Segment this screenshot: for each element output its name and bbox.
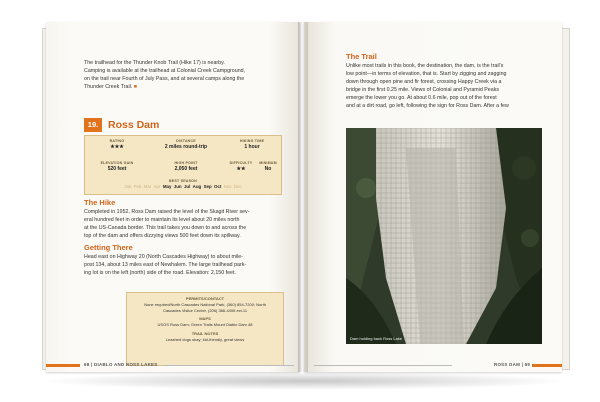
permits-box: PERMITS/CONTACT None required/North Cascades National Park, (360) 854-7200; North Cascades Visitor Center, (206) 386-4495 ext.11 MAPS USGS Ross Dam; Green Trails Mount Diablo Dam 48 TRAIL NOTES Leashed dogs okay; kid-friendly, great views [126,292,284,366]
stat-extra: MINIMUM No [259,161,277,172]
trail-title-bar [84,118,280,132]
stat-elevation-gain: ELEVATION GAIN 520 feet [100,161,134,172]
stat-hiking-time: HIKING TIME 1 hour [239,139,265,150]
season-month: Mar [143,184,152,189]
trail-line-1: Unlike most trails in this book, the destination, the dam, is the trail's [346,63,504,69]
trail-line-6: and at a dirt road, go left, following the sign for Ross Dam. After a few [346,103,509,109]
left-page [46,22,300,372]
trail-name: Ross Dam [108,119,160,131]
season-month: Jan [124,184,132,189]
hike-heading: The Hike [84,198,116,207]
best-season-label: BEST SEASON [169,179,197,183]
footer-accent-right [532,364,562,367]
season-month: Feb [133,184,142,189]
getting-there-heading: Getting There [84,243,133,252]
hike-line-1: Completed in 1952, Ross Dam raised the level of the Skagit River sev- [84,209,250,215]
season-month: Nov [223,184,232,189]
hike-line-4: top of the dam and offers dizzying views 500 feet down its spillway. [84,233,241,239]
right-page [304,22,562,372]
footer-accent-left [46,364,80,367]
season-month: Jun [173,184,182,189]
footer-rule-left [164,365,294,366]
season-month: Aug [192,184,202,189]
intro-line-4: Thunder Creek Trail. ■ [84,84,137,90]
trail-number: 19. [84,118,102,132]
dam-photo-image [346,128,542,344]
rating-stars-icon: ★★★ [110,144,124,150]
best-season-months [85,184,281,190]
season-month: May [162,184,172,189]
difficulty-stars-icon: ★★ [236,166,246,172]
open-book [40,8,570,376]
getting-there-line-2: post 134, about 13 miles east of Newhalem. The large trailhead park- [84,262,247,268]
trail-line-2: low point—in terms of elevation, that is. Start by zigging and zagging [346,71,507,77]
season-month: Jul [183,184,191,189]
book-gutter [298,22,308,372]
season-month: Oct [214,184,222,189]
trail-line-4: bridge in the first 0.25 mile. Views of Colonial and Pyramid Peaks [346,87,499,93]
intro-line-1: The trailhead for the Thunder Knob Trail (Hike 17) is nearby. [84,60,225,66]
hike-line-2: eral hundred feet in order to maintain its level about 20 miles north [84,217,240,223]
stat-rating: RATING ★★★ [87,139,147,151]
hike-line-3: at the US-Canada border. This trail takes you down to and across the [84,225,247,231]
stat-high-point: HIGH POINT 2,050 feet [174,161,198,172]
season-month: Apr [153,184,161,189]
getting-there-line-3: ing lot is on the left (north) side of the road. Elevation: 2,150 feet. [84,270,236,276]
stat-difficulty: DIFFICULTY ★★ [225,161,257,173]
photo-caption: Dam holding back Ross Lake [350,336,403,341]
season-month: Sep [203,184,212,189]
intro-line-3: on the trail near Fourth of July Pass, and at several camps along the [84,76,245,82]
ross-dam-photo [346,128,542,344]
stats-box [84,135,282,195]
trail-line-3: down through open pine and fir forest, crossing Happy Creek via a [346,79,502,85]
end-mark-icon: ■ [133,84,137,90]
getting-there-line-1: Head east on Highway 20 (North Cascades Highway) to about mile- [84,254,243,260]
left-footer: 68 | DIABLO AND ROSS LAKES [84,362,158,367]
trail-line-5: emerge the lower you go. At about 0.6 mile, pop out of the forest [346,95,497,101]
season-month: Dec [233,184,242,189]
trail-heading: The Trail [346,52,377,61]
right-footer: ROSS DAM | 69 [494,362,531,367]
stat-distance: DISTANCE 2 miles round-trip [164,139,208,150]
footer-rule-right [314,365,452,366]
intro-line-2: Camping is available at the trailhead at Colonial Creek Campground, [84,68,246,74]
